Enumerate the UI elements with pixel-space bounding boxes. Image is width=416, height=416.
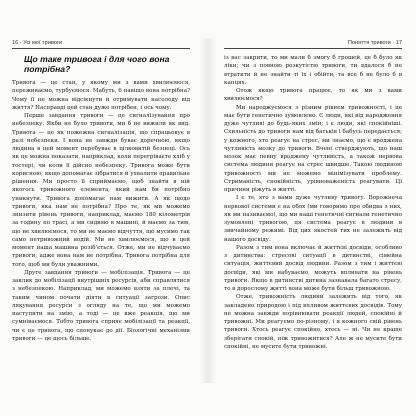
right-paragraph-5: Разом з тим вона включає й життєві досвіди, особливо з дитинства: стресові ситуації в дитинстві, сімейна ситуація, життєвий досвід людини. Разом з тим і життєві досвіди, які ми набуваємо, можуть впливати на рівень тривоги. Якщо в дитинстві дитина зазнавала багато стресу, то в дорослому житті вона може бути більш тривожною. [224, 244, 402, 292]
right-page [224, 40, 402, 380]
right-paragraph-2: Отож якщо тривога працює, то як ми з вами хвилюємося? [224, 88, 402, 103]
left-paragraph-1: Тривога — це стан, у якому ми з вами хвилюємося, переживаємо, турбуємося. Мабуть, 6 навіщо вона потрібна? Чому її не можна відсікнути й отримувати насолоду від життя? Насправді цей стан дуже потрібен, і ось чому. [12, 80, 190, 111]
section-heading: Що таке тривога і для чого вона потрібна? [24, 54, 170, 74]
right-page-header: Поняття тривоги · 17 [224, 40, 402, 49]
right-paragraph-1: із вас закрити, то ми мали б змогу б грошей, це б було як ліки; чи з повною розкутістю тривоги, ти вдалося б не втратити й не знайти ті їх і обійти, та все б не було б в капцях. [224, 55, 402, 86]
left-paragraph-2: Перше завдання тривоги — це сигналізування про небезпеку. Якби не було тривоги, ми б не вижили як вид. Тривога — це як пожежна сигналізація, що спрацьовує в разі небезпеки. І вона не завжди буває доречною, якщо людина в цей момент перебуває в цілковитій безпеці. Ось як це можна показати, наприклад, коли перегріваєте хліб у тостері, чи коли її дійсно небезпеку. Тривога може бути корисною, якщо допомагає зібратися й ухвалити правильне рішення. Ми просто її сприймаємо, щоб знайти в ній якогось тривожного елемента, який нам би потрібно уникнути. Тривога допомагає нам вижити. А як щодо тривоги, яка нам не потрібна? Про те, як ми можемо знизити рівень тривоги, наприклад, маємо 180 кілометрів за годину по трасі, а ми сидимо в машині, й маємо за тим, що не хвилюємося, то ми не маємо відчуття, що мусимо так само нетривожний водій. Ми не хвилюємося, що в цей момент наша машина розіб'ється. Отже, ми не відчуваємо тривоги, адже вона нам не потрібна. Тривога потрібна для того, щоб ми були уважними. [12, 113, 190, 268]
left-paragraph-3: Друге завдання тривоги — мобілізація. Тривога — це заклик до мобілізації внутрішніх ресурсів, аби справлятися з небезпекою. Наприклад, ми можемо взяти за плечі, та таким чином почати діяти в ситуації загрози. Опис лякування ресурси з огляду на те, що ми можемо наступити на змію, а тоді — це вже реакція, що ми сумніваємося. Тобто тривога сприяє мобілізації та реакції, чи є це тривога, що спонукає до дії. Біологічні механізми тривоги — це щось більше. [12, 269, 190, 342]
book-gutter [200, 38, 216, 383]
right-paragraph-4: І є те, хто з вами дуже чутливу тривогу. Ворожнеча нервової системи є на обох (ми говоримо про обидва з них, як ми називаємо), що ми наші генетичні сигнали генетично зумовлені тривогою, ця система реагує в людини в звичайному режимі. Від цих якостей тих не залежить від нашого досвіду. [224, 195, 402, 243]
right-paragraph-6: Отже, тривожність людини залежить від того, як закладено природою і під впливом життєвих досвідів. Тому не можна завжди порівнювати реакції людей, спокійні й тривожні. Ми реагуємо по-різному, і в кожного свій рівень тривоги. Хтось реагує спокійно, хтось — ні. Чи не краще зберігати спокій, ніж тривожитися? Але ж не мусите бути спокійні, не мусите бути тривожні. [224, 294, 402, 350]
right-paragraph-3: Ми народжуємося з різним рівнем тривожності, і це має бути генетично зумовлено. Є люди, які від народження дуже чутливі до будь-яких змін; і є люди, які спокійніші. Схильність до тривоги нам від батьків і бабусь передається; у кожного, хто реагує на стрес, ми знаємо, що є вроджена чутливість мозку до тривоги. Вчені стверджують, що наш мозок має певну вроджену чутливість, а також нервова система людини реагує на стрес швидше. Такою людиною тривожності ми не можемо мінімізувати проблему. Стриманість, спокійність, урівноваженість реагувати. Ці причини ріжуть в житті. [224, 104, 402, 193]
left-page [12, 40, 190, 380]
left-page-header: 16 · Усі мої тривоги [12, 40, 190, 49]
